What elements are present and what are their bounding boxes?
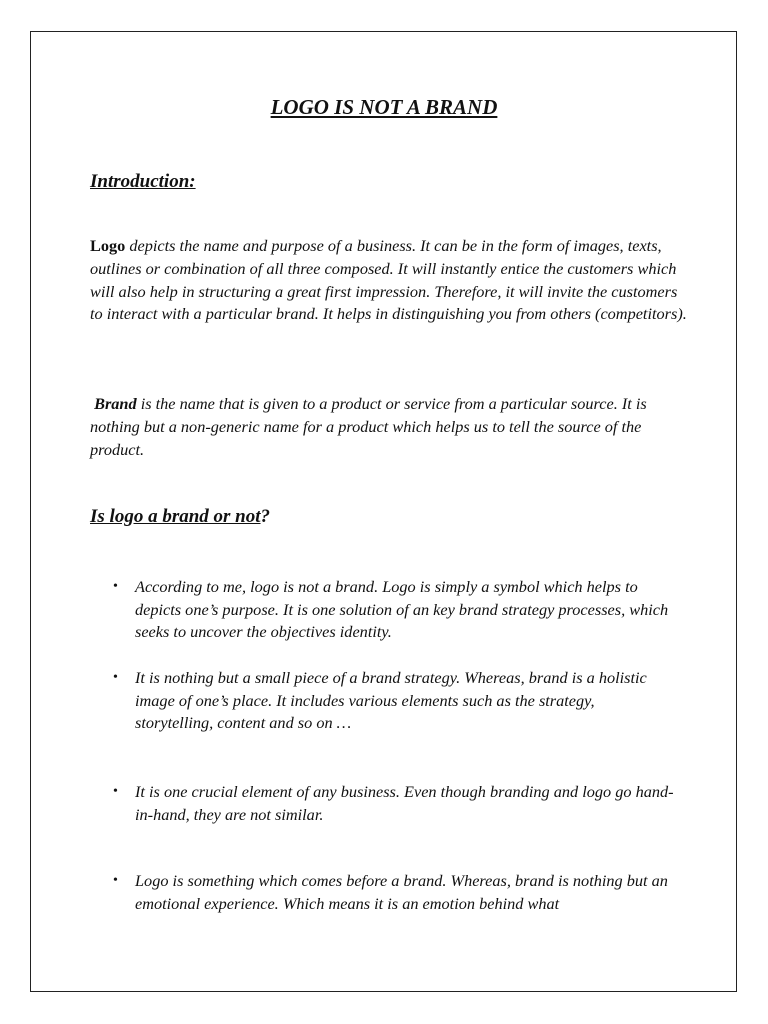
logo-term: Logo (90, 236, 126, 255)
bullet-text: It is one crucial element of any business. Even though branding and logo go hand-in-hand, they are not similar. (135, 782, 674, 824)
list-item (113, 870, 675, 915)
brand-definition: is the name that is given to a product or service from a particular source. It is nothing but a non-generic name for a product which helps us to tell the source of the product. (90, 394, 647, 459)
list-item (113, 667, 675, 735)
bullet-icon: • (113, 670, 118, 685)
list-item (113, 576, 675, 644)
question-mark: ? (260, 506, 271, 527)
bullet-text: It is nothing but a small piece of a brand strategy. Whereas, brand is a holistic image of one’s place. It includes various elements such as the strategy, storytelling, content and so on … (135, 668, 647, 732)
bullet-icon: • (113, 579, 118, 594)
brand-term: Brand (94, 394, 137, 413)
logo-definition: depicts the name and purpose of a business. It can be in the form of images, texts, outlines or combination of all three composed. It will instantly entice the customers which will also help in structuring a great first impression. Therefore, it will invite the customers to interact with a particular brand. It helps in distinguishing you from others (competitors). (90, 236, 687, 324)
bullet-text: According to me, logo is not a brand. Logo is simply a symbol which helps to depicts one’s purpose. It is one solution of an key brand strategy processes, which seeks to uncover the objectives identity. (135, 577, 669, 641)
bullet-icon: • (113, 784, 118, 799)
introduction-heading (90, 171, 196, 193)
logo-paragraph (90, 235, 690, 326)
bullet-text: Logo is something which comes before a brand. Whereas, brand is nothing but an emotional experience. Which means it is an emotion behind what (135, 871, 668, 913)
introduction-heading-text: Introduction: (90, 171, 196, 192)
bullet-icon: • (113, 873, 118, 888)
document-title: LOGO IS NOT A BRAND (270, 95, 498, 119)
brand-paragraph (90, 393, 690, 461)
question-heading-text: Is logo a brand or not (90, 506, 261, 527)
question-heading (90, 506, 270, 528)
list-item (113, 781, 675, 826)
